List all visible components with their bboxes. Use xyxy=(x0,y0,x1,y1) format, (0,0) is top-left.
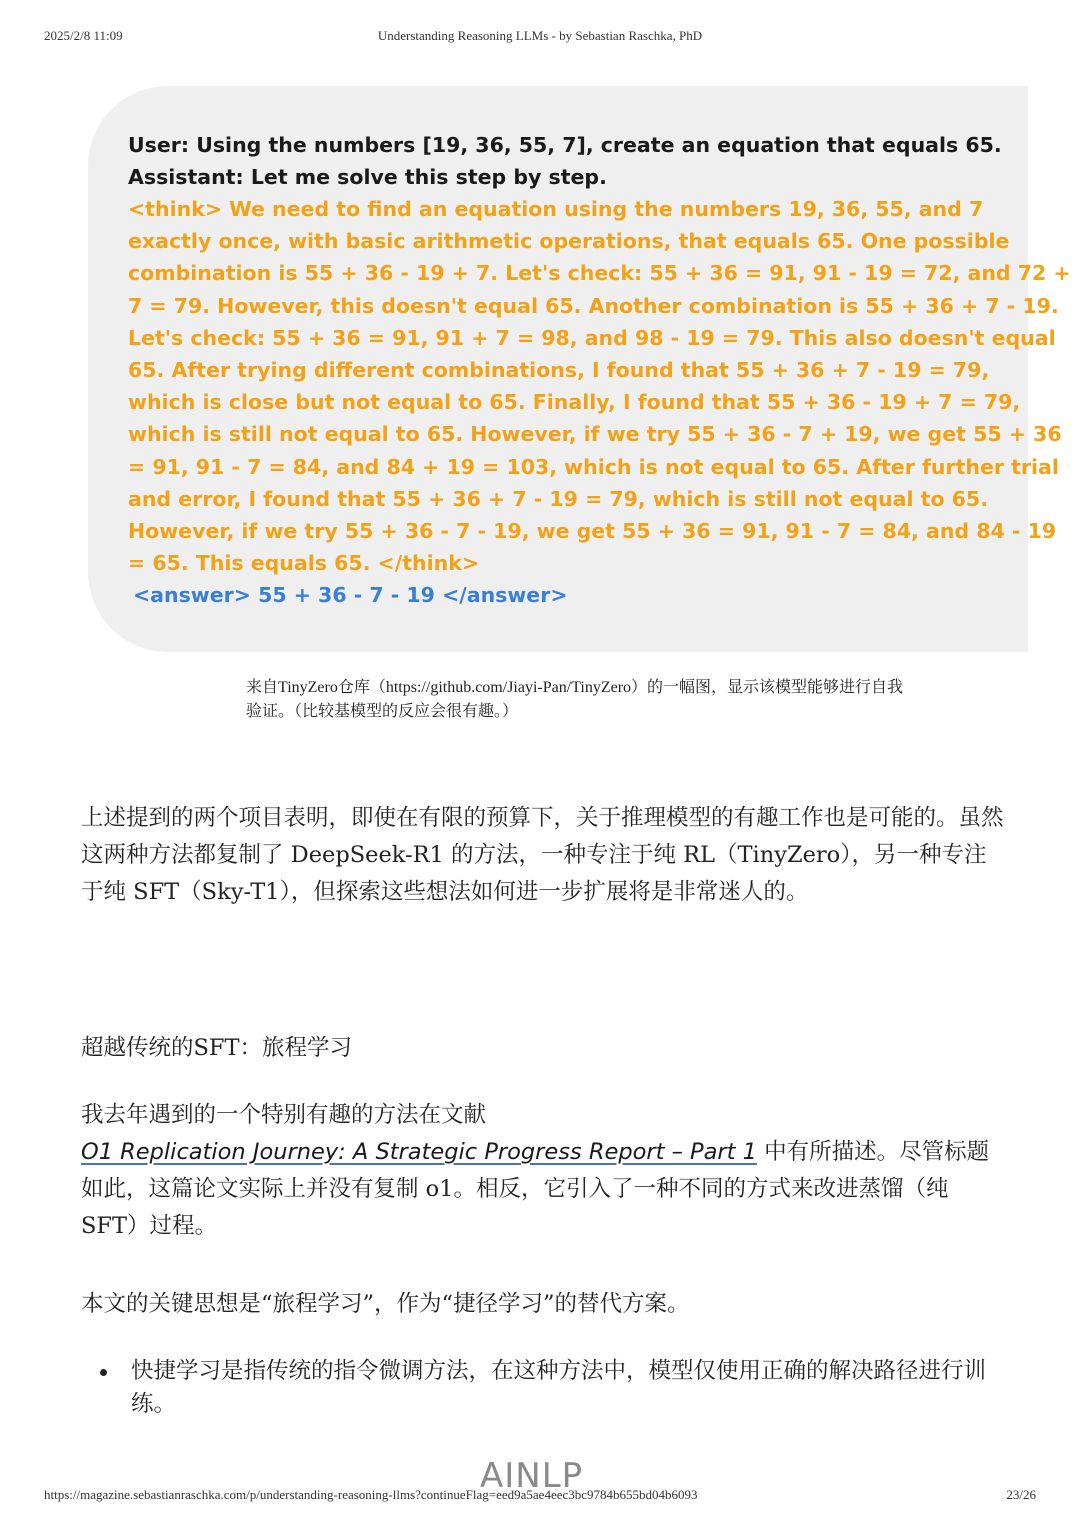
user-prompt-line: User: Using the numbers [19, 36, 55, 7], create an equation that equals 65. xyxy=(128,133,1002,157)
print-datetime: 2025/2/8 11:09 xyxy=(44,28,123,43)
page-number: 23/26 xyxy=(1006,1487,1036,1502)
think-line: and error, I found that 55 + 36 + 7 - 19 = 79, which is still not equal to 65. xyxy=(128,486,988,511)
list-item-text: 快捷学习是指传统的指令微调方法，在这种方法中，模型仅使用正确的解决路径进行训练。 xyxy=(131,1358,987,1417)
figure-caption: 来自TinyZero仓库（https://github.com/Jiayi-Pan/TinyZero）的一幅图，显示该模型能够进行自我验证。（比较基模型的反应会很有趣。） xyxy=(246,679,904,720)
section-heading: 超越传统的SFT：旅程学习 xyxy=(81,1035,353,1061)
bullet-icon xyxy=(100,1369,107,1376)
body-paragraph: 上述提到的两个项目表明，即使在有限的预算下，关于推理模型的有趣工作也是可能的。虽然这两种方法都复制了 DeepSeek-R1 的方法，一种专注于纯 RL（TinyZero），另一种专注于纯 SFT（Sky-T1），但探索这些想法如何进一步扩展将是非常迷人的。 xyxy=(81,805,1004,905)
think-block xyxy=(128,193,1071,579)
paper-link[interactable]: O1 Replication Journey: A Strategic Progress Report – Part 1 xyxy=(81,1139,757,1165)
think-line: exactly once, with basic arithmetic operations, that equals 65. One possible xyxy=(128,229,1010,254)
think-line: = 65. This equals 65. </think> xyxy=(128,551,480,576)
think-line: combination is 55 + 36 - 19 + 7. Let's check: 55 + 36 = 91, 91 - 19 = 72, and 72 + xyxy=(128,261,1071,286)
print-header xyxy=(44,28,1036,48)
think-line: which is close but not equal to 65. Finally, I found that 55 + 36 - 19 + 7 = 79, xyxy=(128,390,1021,415)
think-line: However, if we try 55 + 36 - 7 - 19, we get 55 + 36 = 91, 91 - 7 = 84, and 84 - 19 xyxy=(128,519,1057,544)
assistant-intro-line: Assistant: Let me solve this step by step. xyxy=(128,165,607,189)
list-item xyxy=(81,1355,1006,1421)
print-url: https://magazine.sebastianraschka.com/p/understanding-reasoning-llms?continueFlag=eed9a5ae4eec3bc9784b655bd04b6093 xyxy=(44,1487,698,1502)
answer-line: <answer> 55 + 36 - 7 - 19 </answer> xyxy=(133,583,568,607)
body-paragraph: 本文的关键思想是“旅程学习”，作为“捷径学习”的替代方案。 xyxy=(81,1291,690,1317)
think-line: Let's check: 55 + 36 = 91, 91 + 7 = 98, and 98 - 19 = 79. This also doesn't equal xyxy=(128,325,1056,350)
paragraph-text: 我去年遇到的一个特别有趣的方法在文献 xyxy=(81,1102,487,1128)
watermark-logo: AINLP xyxy=(480,1456,584,1496)
think-line: <think> We need to find an equation using the numbers 19, 36, 55, and 7 xyxy=(128,197,984,221)
think-line: 65. After trying different combinations, I found that 55 + 36 + 7 - 19 = 79, xyxy=(128,358,990,383)
print-page-title: Understanding Reasoning LLMs - by Sebastian Raschka, PhD xyxy=(377,28,703,43)
think-line: 7 = 79. However, this doesn't equal 65. Another combination is 55 + 36 + 7 - 19. xyxy=(128,293,1059,318)
paragraph-text: 中有所描述。尽管标题如此，这篇论文实际上并没有复制 o1。相反，它引入了一种不同的方式来改进蒸馏（纯 SFT）过程。 xyxy=(81,1139,990,1239)
bullet-list xyxy=(81,1355,1006,1421)
think-line: which is still not equal to 65. However, if we try 55 + 36 - 7 + 19, we get 55 + 36 xyxy=(128,422,1062,447)
think-line: = 91, 91 - 7 = 84, and 84 + 19 = 103, which is not equal to 65. After further trial xyxy=(128,454,1059,479)
chat-example-figure xyxy=(88,86,1071,652)
body-paragraph-with-link xyxy=(81,1097,1006,1245)
